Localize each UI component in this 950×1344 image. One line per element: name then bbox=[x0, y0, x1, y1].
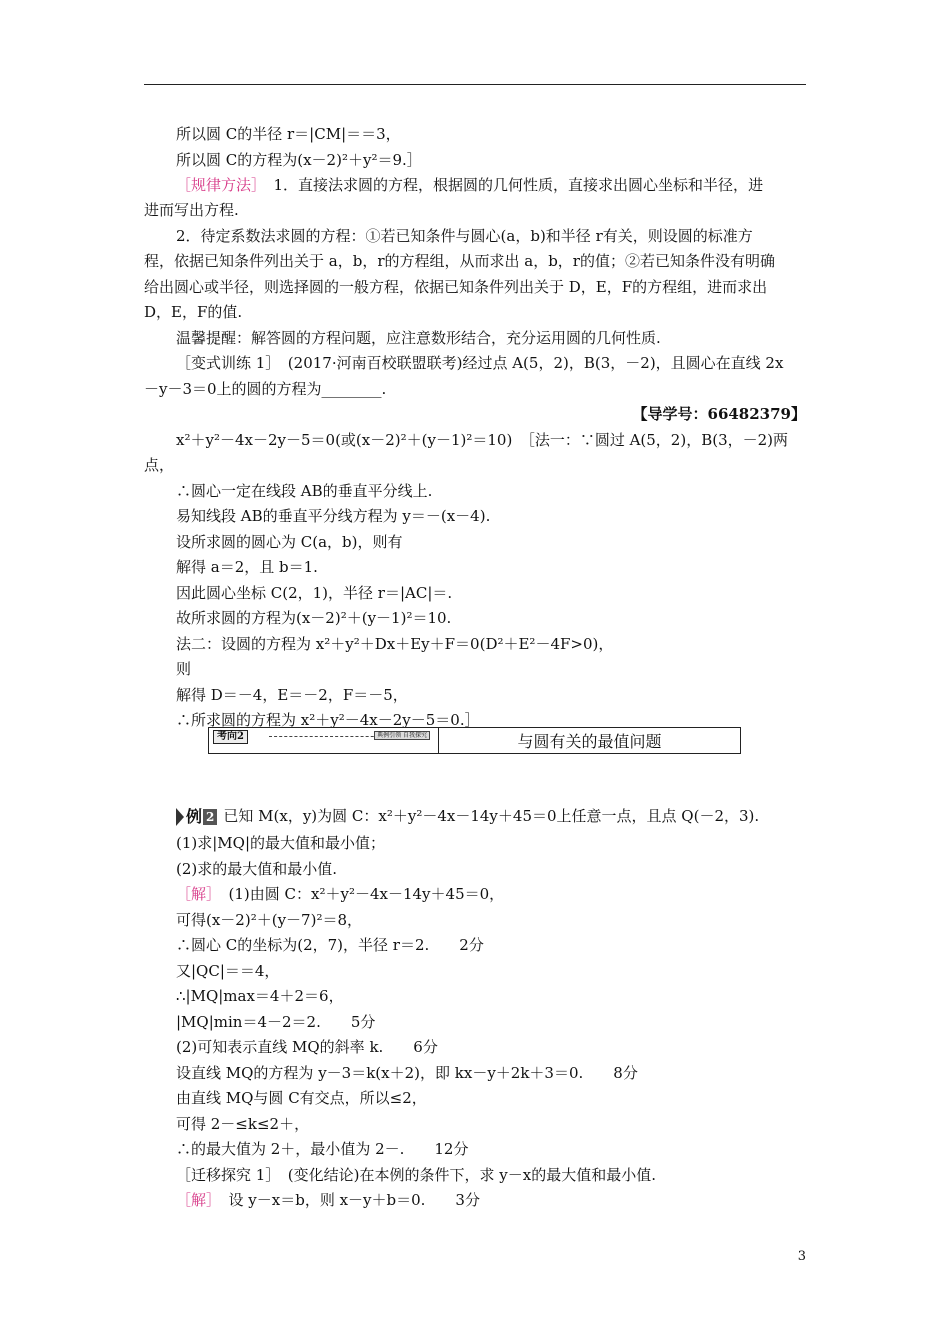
example-line bbox=[176, 806, 759, 827]
text-line: 法二：设圆的方程为 x²＋y²＋Dx＋Ey＋F＝0(D²＋E²－4F>0)， bbox=[176, 635, 614, 653]
text-line: 可得 2－≤k≤2＋， bbox=[176, 1115, 310, 1133]
text-line: 因此圆心坐标 C(2，1)，半径 r＝|AC|＝. bbox=[176, 584, 453, 602]
section-mini-badge: 典例引领 自我探究 bbox=[374, 731, 430, 740]
arrow-icon bbox=[176, 808, 184, 826]
solution-tag: ［解］ bbox=[176, 885, 214, 903]
solution-tag: ［解］ bbox=[176, 1191, 214, 1209]
text-line: ［变式训练 1］ (2017·河南百校联盟联考)经过点 A(5，2)，B(3，－2)，且圆心在直线 2x bbox=[176, 354, 784, 372]
example-badge: 例 2 bbox=[176, 807, 217, 827]
text-line: 又|QC|＝＝4， bbox=[176, 962, 280, 980]
section-tag-area bbox=[209, 728, 439, 753]
text-line: 设所求圆的圆心为 C(a，b)，则有 bbox=[176, 533, 403, 551]
header-rule bbox=[144, 84, 806, 85]
text-line: 程，依据已知条件列出关于 a，b，r的方程组，从而求出 a，b，r的值；②若已知条件没有明确 bbox=[144, 252, 775, 270]
page-number: 3 bbox=[797, 1249, 806, 1264]
text-line: ∴圆心 C的坐标为(2，7)，半径 r＝2. 2分 bbox=[176, 936, 484, 954]
text-line: 所以圆 C的半径 r＝|CM|＝＝3， bbox=[176, 125, 401, 143]
text-line: ∴圆心一定在线段 AB的垂直平分线上. bbox=[176, 482, 433, 500]
section-header bbox=[208, 727, 741, 754]
text-line: 温馨提醒：解答圆的方程问题，应注意数形结合，充分运用圆的几何性质. bbox=[176, 329, 661, 347]
solution-line bbox=[176, 884, 504, 904]
text-line: 故所求圆的方程为(x－2)²＋(y－1)²＝10. bbox=[176, 609, 452, 627]
method-line bbox=[176, 175, 763, 195]
text-line: 解得 D＝－4，E＝－2，F＝－5， bbox=[176, 686, 408, 704]
text-line: 给出圆心或半径，则选择圆的一般方程，依据已知条件列出关于 D，E，F的方程组，进而求出 bbox=[144, 278, 768, 296]
text-line: 则 bbox=[176, 660, 192, 678]
guide-number: 【导学号：66482379】 bbox=[632, 405, 806, 423]
text-line: (1)求|MQ|的最大值和最小值； bbox=[176, 834, 386, 852]
text-line: |MQ|min＝4－2＝2. 5分 bbox=[176, 1013, 376, 1031]
text-line: 由直线 MQ与圆 C有交点，所以≤2， bbox=[176, 1089, 427, 1107]
section-tag: 考向2 bbox=[213, 730, 248, 744]
text-line: D，E，F的值. bbox=[144, 303, 243, 321]
text-line: ∴的最大值为 2＋，最小值为 2－. 12分 bbox=[176, 1140, 469, 1158]
solution-text: 设 y－x＝b，则 x－y＋b＝0. 3分 bbox=[213, 1191, 480, 1209]
text-line: 设直线 MQ的方程为 y－3＝k(x＋2)，即 kx－y＋2k＋3＝0. 8分 bbox=[176, 1064, 638, 1082]
text-line: 所以圆 C的方程为(x－2)²＋y²＝9.］ bbox=[176, 151, 422, 169]
text-line: (2)求的最大值和最小值. bbox=[176, 860, 338, 878]
section-title: 与圆有关的最值问题 bbox=[517, 732, 662, 751]
text-line: x²＋y²－4x－2y－5＝0(或(x－2)²＋(y－1)²＝10) ［法一：∵圆过 A(5，2)，B(3，－2)两 bbox=[176, 431, 789, 449]
text-line: 解得 a＝2，且 b＝1. bbox=[176, 558, 318, 576]
text-line: ∴所求圆的方程为 x²＋y²－4x－2y－5＝0.］ bbox=[176, 711, 480, 729]
text-line: 进而写出方程. bbox=[144, 201, 239, 219]
solution-line bbox=[176, 1190, 480, 1210]
text-line: －y－3＝0上的圆的方程为________. bbox=[144, 380, 387, 398]
text-line: ［迁移探究 1］ (变化结论)在本例的条件下，求 y－x的最大值和最小值. bbox=[176, 1166, 656, 1184]
text-line: 点， bbox=[144, 456, 175, 474]
dashed-divider bbox=[269, 736, 389, 737]
text-line: ∴|MQ|max＝4＋2＝6， bbox=[176, 987, 344, 1005]
method-text: 1．直接法求圆的方程，根据圆的几何性质，直接求出圆心坐标和半径，进 bbox=[258, 176, 764, 194]
text-line: 易知线段 AB的垂直平分线方程为 y＝－(x－4). bbox=[176, 507, 491, 525]
method-tag: ［规律方法］ bbox=[176, 176, 259, 194]
text-line: 可得(x－2)²＋(y－7)²＝8， bbox=[176, 911, 362, 929]
text-line: 2．待定系数法求圆的方程：①若已知条件与圆心(a，b)和半径 r有关，则设圆的标准方 bbox=[176, 227, 753, 245]
solution-text: (1)由圆 C：x²＋y²－4x－14y＋45＝0， bbox=[213, 885, 505, 903]
text-line: (2)可知表示直线 MQ的斜率 k. 6分 bbox=[176, 1038, 438, 1056]
example-text: 已知 M(x，y)为圆 C：x²＋y²－4x－14y＋45＝0上任意一点，且点 Q(－2，3). bbox=[223, 807, 760, 825]
